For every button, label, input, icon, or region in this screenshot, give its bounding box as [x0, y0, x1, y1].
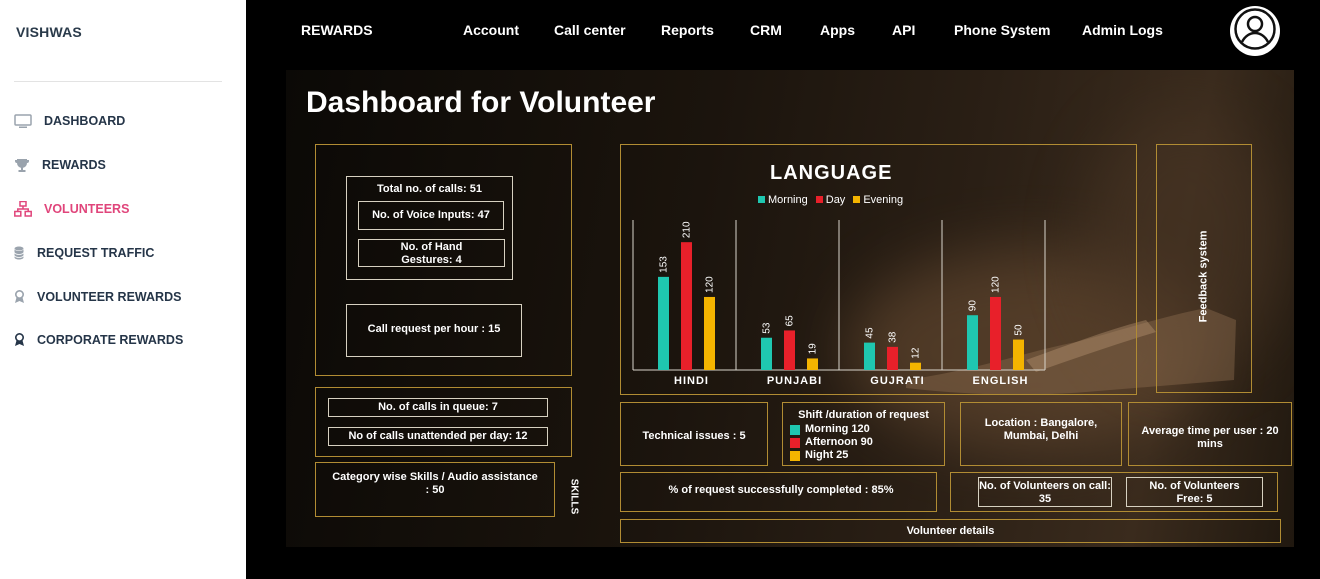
bar-hindi-morning: [658, 277, 669, 370]
skills-label: SKILLS: [568, 478, 580, 515]
shift-row: [790, 423, 873, 436]
shift-label: Morning 120: [805, 423, 870, 435]
sidebar-item-volunteers[interactable]: [14, 199, 129, 219]
sidebar-item-rewards[interactable]: [14, 155, 106, 175]
sidebar-item-label: CORPORATE REWARDS: [37, 333, 184, 347]
award-icon: [14, 333, 30, 347]
shift-label: Night 25: [805, 449, 849, 461]
shift-list: [790, 423, 873, 462]
shift-label: Afternoon 90: [805, 436, 873, 448]
data-label: 53: [761, 322, 773, 334]
legend-swatch: [758, 196, 765, 203]
bar-english-morning: [967, 315, 978, 370]
legend-label: Day: [825, 194, 846, 206]
bar-gujrati-day: [887, 347, 898, 370]
category-label: HINDI: [674, 375, 709, 387]
nav-apps[interactable]: Apps: [820, 22, 855, 38]
nav-crm[interactable]: CRM: [750, 22, 782, 38]
shift-swatch: [790, 451, 800, 461]
data-label: 120: [704, 276, 716, 293]
nav-call-center[interactable]: Call center: [554, 22, 626, 38]
location: Location : Bangalore, Mumbai, Delhi: [984, 417, 1098, 442]
bar-punjabi-evening: [807, 358, 818, 370]
volunteers-on-call: No. of Volunteers on call: 35: [979, 480, 1111, 505]
data-label: 38: [887, 331, 899, 343]
sidebar-item-label: REWARDS: [42, 158, 106, 172]
data-label: 90: [967, 300, 979, 312]
sidebar-item-label: VOLUNTEER REWARDS: [37, 290, 182, 304]
bar-punjabi-day: [784, 330, 795, 370]
shift-title: Shift /duration of request: [798, 409, 929, 421]
sidebar-item-request-traffic[interactable]: [14, 243, 154, 263]
shift-row: [790, 449, 873, 462]
legend-item: [816, 194, 846, 206]
bar-english-day: [990, 297, 1001, 370]
technical-issues: Technical issues : 5: [642, 430, 746, 442]
hand-gestures: No. of Hand Gestures: 4: [400, 241, 463, 266]
shift-swatch: [790, 438, 800, 448]
sidebar-divider: [14, 81, 222, 82]
network-icon: [14, 201, 36, 217]
category-label: PUNJABI: [766, 375, 823, 387]
nav-reports[interactable]: Reports: [661, 22, 714, 38]
sidebar-item-label: VOLUNTEERS: [44, 202, 130, 216]
sidebar-item-volunteer-rewards[interactable]: [14, 287, 181, 307]
avg-time: Average time per user : 20 mins: [1141, 425, 1279, 450]
chart-legend: [758, 194, 903, 206]
database-icon: [14, 246, 30, 260]
dashboard-title: Dashboard for Volunteer: [306, 86, 656, 119]
feedback-label: Feedback system: [1197, 230, 1210, 323]
bar-punjabi-morning: [761, 338, 772, 370]
total-calls: Total no. of calls: 51: [377, 183, 482, 195]
bar-gujrati-morning: [864, 343, 875, 370]
user-avatar[interactable]: [1230, 6, 1280, 56]
sidebar-item-dashboard[interactable]: [14, 111, 125, 131]
sidebar-item-corporate-rewards[interactable]: [14, 330, 183, 350]
sidebar-item-label: REQUEST TRAFFIC: [37, 246, 155, 260]
sidebar-item-label: DASHBOARD: [44, 114, 126, 128]
shift-swatch: [790, 425, 800, 435]
bar-hindi-evening: [704, 297, 715, 370]
legend-swatch: [853, 196, 860, 203]
nav-account[interactable]: Account: [463, 22, 519, 38]
category-skills: Category wise Skills / Audio assistance : 50: [332, 471, 538, 496]
data-label: 50: [1013, 324, 1025, 336]
legend-item: [853, 194, 903, 206]
data-label: 19: [807, 343, 819, 355]
shift-row: [790, 436, 873, 449]
sidebar: [0, 0, 246, 579]
bar-gujrati-evening: [910, 363, 921, 370]
data-label: 120: [990, 276, 1002, 293]
nav-admin-logs[interactable]: Admin Logs: [1082, 22, 1163, 38]
data-label: 12: [910, 347, 922, 359]
user-circle-icon: [1233, 7, 1277, 56]
legend-swatch: [816, 196, 823, 203]
volunteers-free: No. of Volunteers Free: 5: [1149, 480, 1240, 505]
dashboard-panel: [286, 70, 1294, 547]
calls-in-queue: No. of calls in queue: 7: [378, 401, 498, 413]
data-label: 153: [658, 256, 670, 273]
nav-phone-system[interactable]: Phone System: [954, 22, 1051, 38]
legend-item: [758, 194, 808, 206]
bar-english-evening: [1013, 340, 1024, 370]
language-bar-chart: [620, 210, 1050, 390]
category-label: ENGLISH: [972, 375, 1029, 387]
data-label: 45: [864, 327, 876, 339]
legend-label: Evening: [863, 194, 904, 206]
data-label: 65: [784, 315, 796, 327]
award-icon: [14, 290, 30, 304]
brand-name: VISHWAS: [16, 24, 82, 40]
trophy-icon: [14, 158, 34, 173]
monitor-icon: [14, 114, 36, 129]
success-rate: % of request successfully completed : 85%: [668, 484, 894, 496]
category-label: GUJRATI: [870, 375, 925, 387]
chart-title: LANGUAGE: [770, 162, 893, 184]
data-label: 210: [681, 221, 693, 239]
legend-label: Morning: [768, 194, 808, 206]
call-per-hour: Call request per hour : 15: [367, 323, 501, 335]
bar-hindi-day: [681, 242, 692, 370]
voice-inputs: No. of Voice Inputs: 47: [372, 209, 490, 221]
calls-unattended: No of calls unattended per day: 12: [348, 430, 528, 442]
nav-api[interactable]: API: [892, 22, 916, 38]
nav-rewards[interactable]: REWARDS: [301, 22, 373, 38]
volunteer-details[interactable]: Volunteer details: [906, 525, 995, 537]
